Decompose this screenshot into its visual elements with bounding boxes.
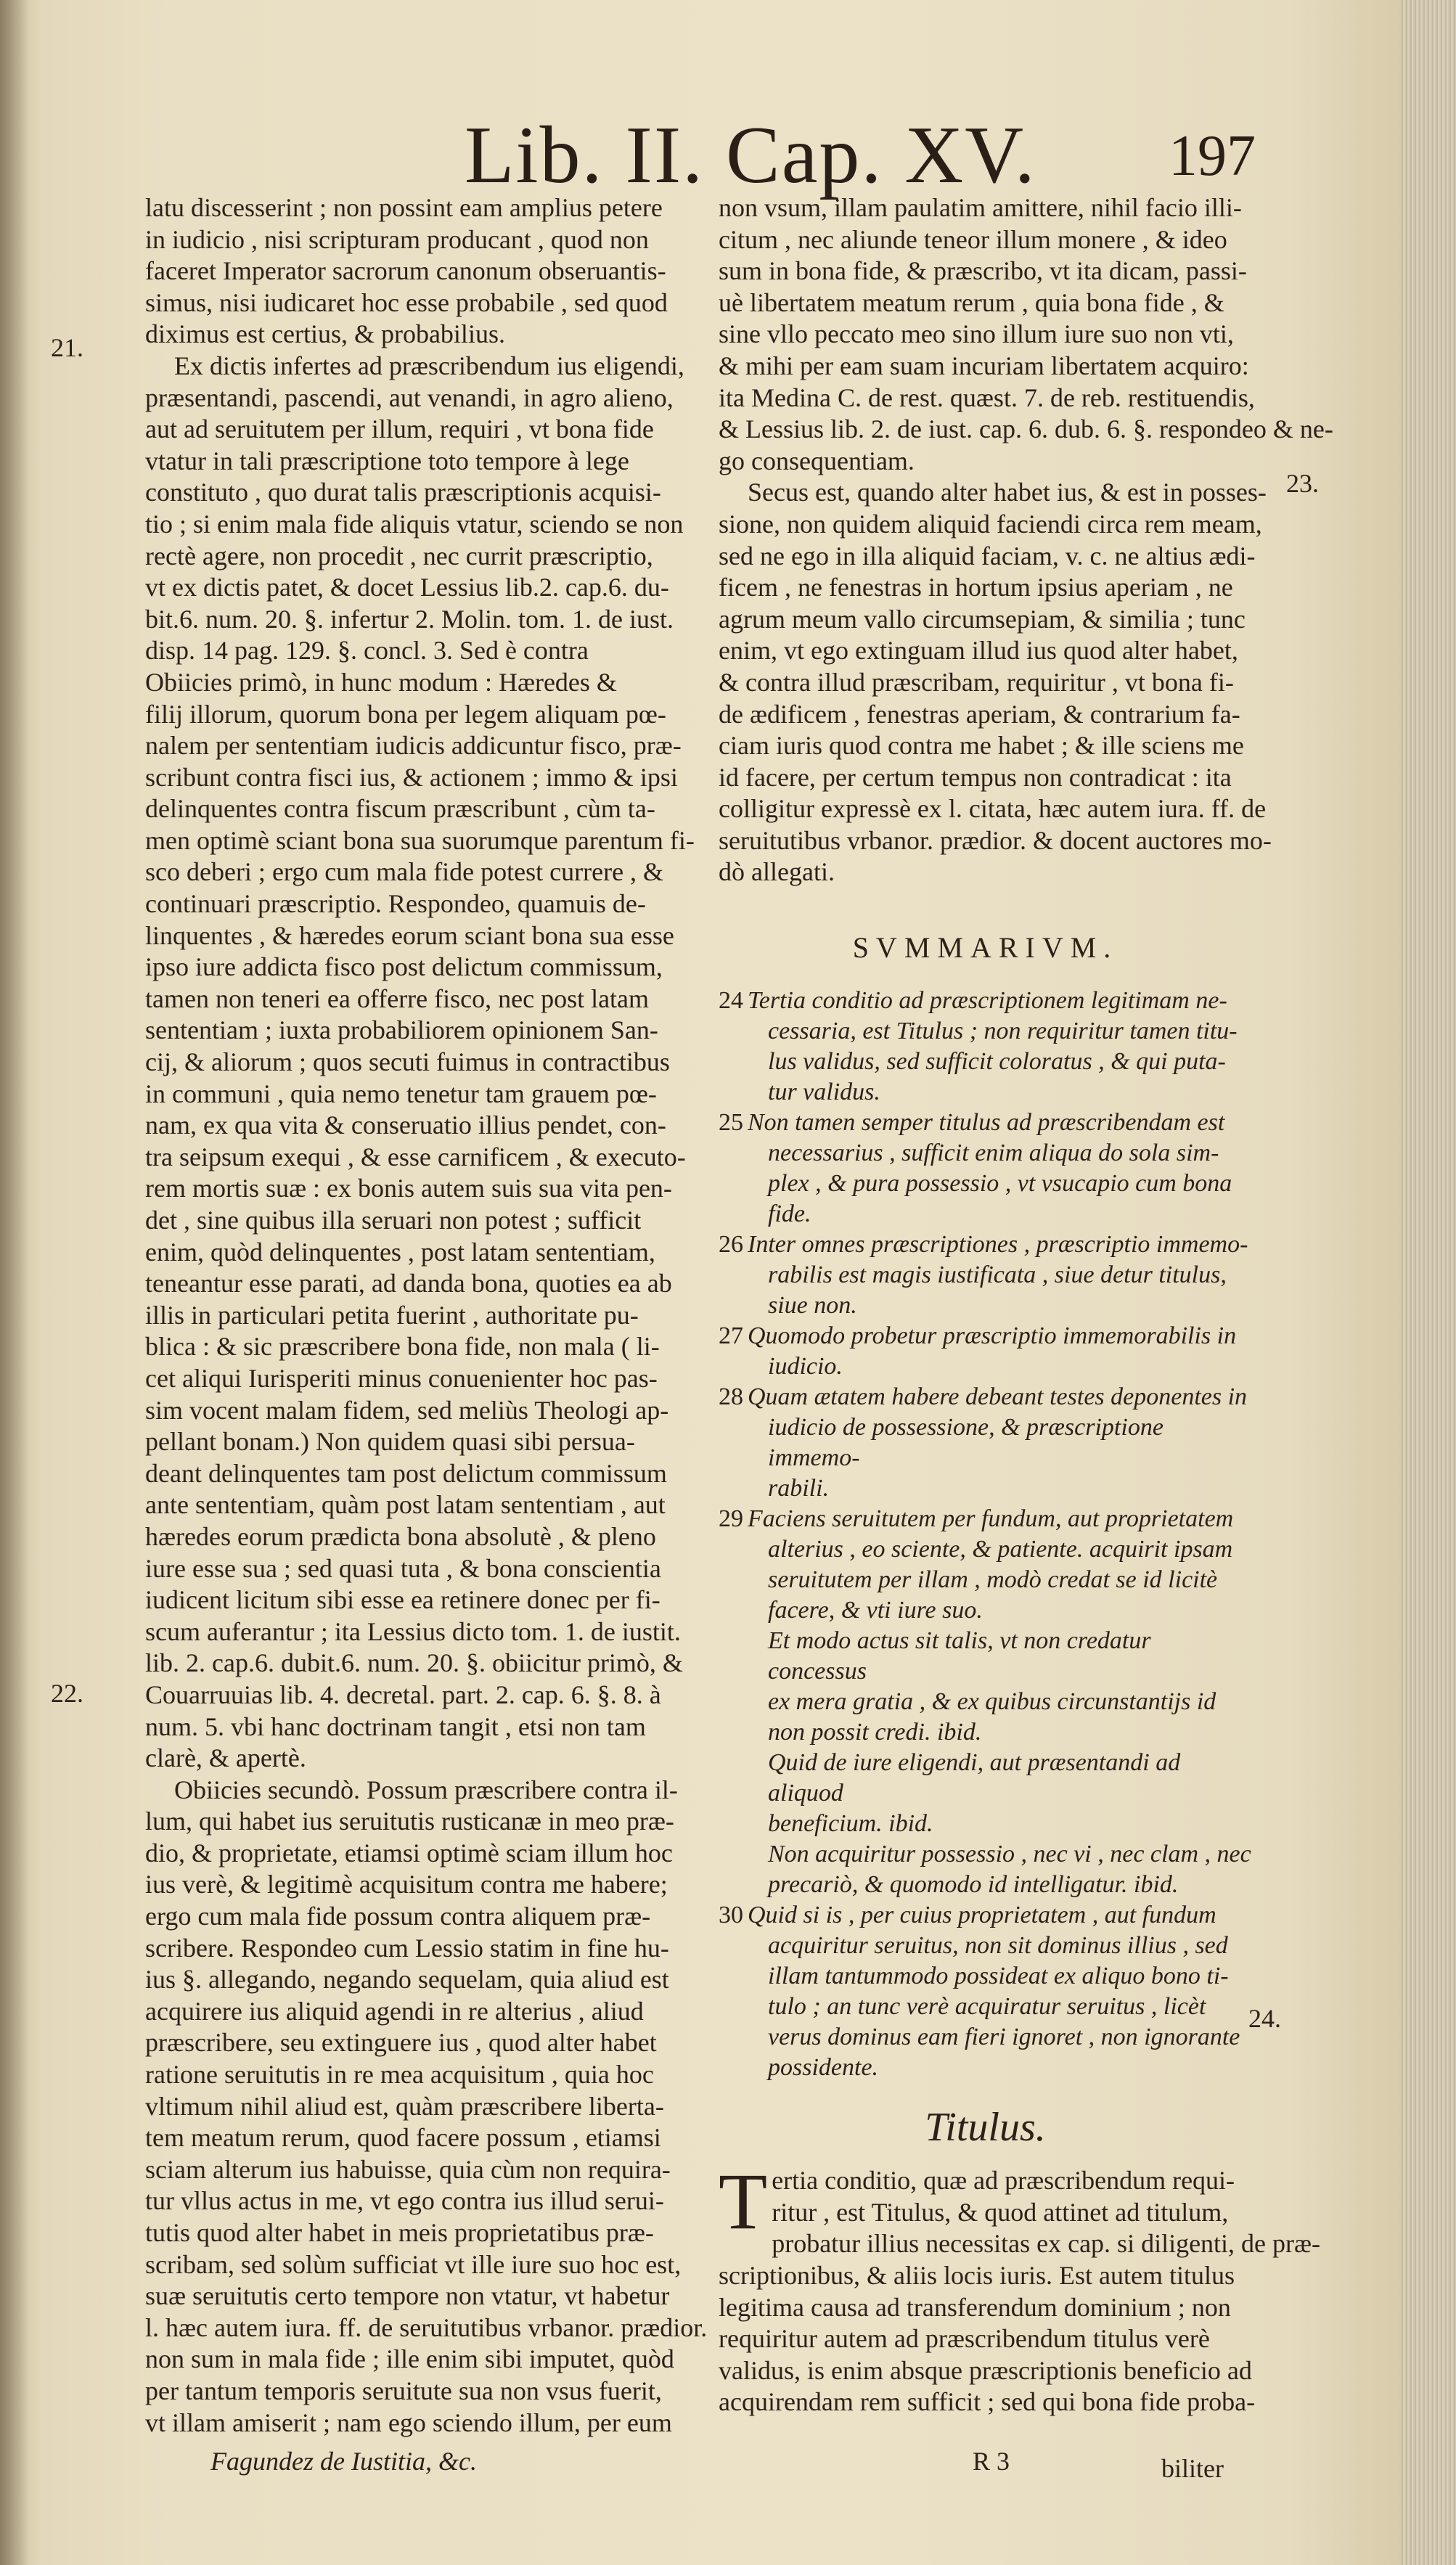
summary-text-cont: iudicio de possessione, & præscriptione immemo-	[768, 1413, 1163, 1471]
summary-text-cont: ex mera gratia , & ex quibus circunstantijs id	[768, 1688, 1216, 1715]
gutter-shadow	[0, 0, 29, 2565]
text-line: acquirendam rem sufficit ; sed qui bona fide proba-	[719, 2387, 1256, 2417]
text-line: cet aliqui Iurisperiti minus conuenienter hoc pas-	[145, 1363, 658, 1393]
text-line: lum, qui habet ius seruitutis rusticanæ in meo præ-	[145, 1807, 674, 1836]
summary-text-cont: facere, & vti iure suo.	[768, 1596, 983, 1624]
summary-item	[719, 1108, 1252, 1230]
summary-number: 26	[719, 1230, 743, 1258]
text-line: diximus est certius, & probabilius.	[145, 319, 505, 349]
text-line: latu discesserint ; non possint eam amplius petere	[145, 193, 663, 222]
summary-number: 30	[719, 1901, 743, 1928]
page-edges	[1401, 0, 1456, 2565]
text-line: linquentes , & hæredes eorum sciant bona sua esse	[145, 920, 674, 950]
text-line: ipso iure addicta fisco post delictum commissum,	[145, 952, 663, 982]
text-line: clarè, & apertè.	[145, 1743, 306, 1773]
text-line: lib. 2. cap.6. dubit.6. num. 20. §. obiicitur primò, &	[145, 1648, 683, 1678]
summary-text-cont: plex , & pura possessio , vt vsucapio cum bona	[768, 1169, 1232, 1197]
summary-item	[719, 1230, 1252, 1321]
paragraph-21	[145, 351, 695, 1775]
summary-text-cont: Quid de iure eligendi, aut præsentandi ad aliquod	[768, 1748, 1181, 1807]
summary-text: Inter omnes præscriptiones , præscriptio immemo-	[748, 1230, 1248, 1258]
text-line: scribunt contra fisci ius, & actionem ; immo & ipsi	[145, 762, 678, 792]
margin-number-22: 22.	[51, 1679, 83, 1708]
summary-text: Non tamen semper titulus ad præscribendam est	[748, 1108, 1225, 1136]
text-line: bit.6. num. 20. §. infertur 2. Molin. tom. 1. de iust.	[145, 604, 674, 634]
text-line: sum in bona fide, & præscribo, vt ita dicam, passi-	[719, 256, 1247, 286]
text-line: suæ seruitutis certo tempore non vtatur, vt habetur	[145, 2281, 670, 2311]
text-line: & Lessius lib. 2. de iust. cap. 6. dub. 6. §. respondeo & ne-	[719, 414, 1333, 444]
paragraph-continued-right	[719, 192, 1333, 477]
text-line: iudicent licitum sibi esse ea retinere donec per fi-	[145, 1585, 660, 1615]
signature-mark: R 3	[973, 2447, 1010, 2476]
summary-text-cont: seruitutem per illam , modò credat se id licitè	[768, 1566, 1218, 1593]
summary-text-cont: cessaria, est Titulus ; non requiritur tamen titu-	[768, 1017, 1238, 1044]
header-chapter: Cap. XV.	[726, 110, 1036, 200]
text-line: requiritur autem ad præscribendum titulus verè	[719, 2324, 1210, 2354]
text-line: vtatur in tali præscriptione toto tempore à lege	[145, 446, 629, 475]
text-line: rectè agere, non procedit , nec currit præscriptio,	[145, 541, 653, 570]
text-line: iure esse sua ; sed quasi tuta , & bona conscientia	[145, 1553, 661, 1583]
text-line: ratione seruitutis in re mea acquisitum , quia hoc	[145, 2060, 654, 2090]
text-line: tur vllus actus in me, vt ego contra ius illud serui-	[145, 2186, 664, 2216]
header-book: Lib. II.	[465, 110, 705, 200]
text-line: Secus est, quando alter habet ius, & est in posses-	[748, 478, 1267, 507]
text-line: ius §. allegando, negando sequelam, quia aliud est	[145, 1965, 669, 1995]
text-line: Couarruuias lib. 4. decretal. part. 2. cap. 6. §. 8. à	[145, 1680, 661, 1709]
text-line: nalem per sententiam iudicis addicuntur fisco, præ-	[145, 731, 682, 761]
text-line: tem meatum rerum, quod facere possum , etiamsi	[145, 2123, 661, 2153]
text-line: & contra illud præscribam, requiritur , vt bona fi-	[719, 667, 1234, 697]
summary-text-cont: iudicio.	[768, 1352, 843, 1380]
catchword: biliter	[1161, 2454, 1224, 2483]
summary-text-cont: necessarius , sufficit enim aliqua do sola sim-	[768, 1139, 1219, 1166]
text-line: illis in particulari petita fuerint , authoritate pu-	[145, 1300, 639, 1330]
text-line: men optimè sciant bona sua suorumque parentum fi-	[145, 825, 695, 855]
text-line: cij, & aliorum ; quos secuti fuimus in contractibus	[145, 1047, 670, 1077]
drop-cap: T	[719, 2157, 768, 2246]
text-line: in iudicio , nisi scripturam producant , quod non	[145, 224, 649, 254]
text-line: ritur , est Titulus, & quod attinet ad titulum,	[772, 2197, 1229, 2227]
text-line: sco deberi ; ergo cum mala fide potest currere , &	[145, 857, 664, 887]
summary-text: Faciens seruitutem per fundum, aut proprietatem	[748, 1505, 1234, 1532]
text-line: faceret Imperator sacrorum canonum obseruantis-	[145, 256, 666, 286]
page-number: 197	[1169, 124, 1256, 188]
text-line: vt illam amiserit ; nam ego sciendo illum, per eum	[145, 2408, 672, 2437]
summary-text-cont: illam tantummodo possideat ex aliquo bono ti-	[768, 1962, 1229, 1989]
text-line: sim vocent malam fidem, sed meliùs Theologi ap-	[145, 1395, 669, 1425]
text-line: citum , nec aliunde teneor illum monere , & ideo	[719, 224, 1227, 254]
text-line: det , sine quibus illa seruari non potest ; sufficit	[145, 1206, 642, 1235]
text-line: ertia conditio, quæ ad præscribendum requi-	[772, 2166, 1235, 2196]
text-line: disp. 14 pag. 129. §. concl. 3. Sed è contra	[145, 636, 589, 666]
text-line: ergo cum mala fide possum contra aliquem præ-	[145, 1902, 651, 1931]
text-line: ius verè, & legitimè acquisitum contra me habere;	[145, 1870, 668, 1899]
text-line: ciam iuris quod contra me habet ; & ille sciens me	[719, 731, 1244, 761]
margin-number-23: 23.	[1286, 469, 1319, 498]
summary-text-cont: siue non.	[768, 1291, 857, 1319]
text-line: aut ad seruitutem per illum, requiri , vt bona fide	[145, 414, 654, 444]
text-line: continuari præscriptio. Respondeo, quamuis de-	[145, 889, 646, 919]
summary-text: Quam ætatem habere debeant testes deponentes in	[748, 1383, 1248, 1410]
text-line: sine vllo peccato meo sino illum iure suo non vti,	[719, 319, 1234, 349]
summary-text-cont: non possit credi. ibid.	[768, 1718, 982, 1746]
summary-text-cont: lus validus, sed sufficit coloratus , & qui puta-	[768, 1047, 1226, 1075]
summary-list	[719, 986, 1252, 2083]
titulus-heading: Titulus.	[925, 2104, 1046, 2150]
text-line: validus, is enim absque præscriptionis beneficio ad	[719, 2355, 1252, 2385]
text-line: Obiicies primò, in hunc modum : Hæredes &	[145, 667, 617, 697]
text-line: tra seipsum exequi , & esse carnificem , & executo-	[145, 1142, 686, 1171]
summary-text-cont: possidente.	[768, 2053, 879, 2081]
text-line: enim, vt ego extinguam illud ius quod alter habet,	[719, 636, 1238, 666]
summary-text-cont: rabilis est magis iustificata , siue detur titulus,	[768, 1261, 1227, 1288]
summary-text-cont: verus dominus eam fieri ignoret , non ignorante	[768, 2023, 1240, 2050]
text-line: sione, non quidem aliquid faciendi circa rem meam,	[719, 509, 1262, 539]
summary-number: 24	[719, 986, 743, 1014]
text-line: hæredes eorum prædicta bona absolutè , & pleno	[145, 1521, 656, 1551]
summary-item	[719, 1382, 1252, 1504]
text-line: rem mortis suæ : ex bonis autem suis sua vita pen-	[145, 1174, 672, 1203]
summary-number: 29	[719, 1505, 743, 1532]
summary-text-cont: tur validus.	[768, 1078, 880, 1105]
text-line: dio, & proprietate, etiamsi optimè sciam illum hoc	[145, 1838, 673, 1868]
margin-number-24: 24.	[1248, 2004, 1281, 2033]
summary-item	[719, 986, 1252, 1108]
text-line: uè libertatem meatum rerum , quia bona fide , &	[719, 287, 1224, 317]
text-line: vltimum nihil aliud est, quàm præscribere liberta-	[145, 2091, 664, 2121]
summary-text-cont: Non acquiritur possessio , nec vi , nec clam , nec	[768, 1840, 1251, 1868]
text-line: delinquentes contra fiscum præscribunt , cùm ta-	[145, 794, 655, 824]
footer-signature: Fagundez de Iustitia, &c.	[210, 2447, 477, 2476]
text-line: præscribere, seu extinguere ius , quod alter habet	[145, 2028, 657, 2058]
text-line: id facere, per certum tempus non contradicat : ita	[719, 762, 1232, 792]
summary-text-cont: fide.	[768, 1200, 811, 1227]
paragraph-24	[719, 2157, 1321, 2418]
text-line: blica : & sic præscribere bona fide, non mala ( li-	[145, 1332, 660, 1362]
text-line: sciam alterum ius habuisse, quia cùm non requira-	[145, 2154, 671, 2184]
text-line: num. 5. vbi hanc doctrinam tangit , etsi non tam	[145, 1711, 646, 1741]
text-line: agrum meum vallo circumsepiam, & similia ; tunc	[719, 604, 1246, 634]
summary-text-cont: tulo ; an tunc verè acquiratur seruitus , licèt	[768, 1992, 1206, 2020]
text-line: enim, quòd delinquentes , post latam sententiam,	[145, 1237, 655, 1267]
summary-text-cont: acquiritur seruitus, non sit dominus illius , sed	[768, 1931, 1228, 1959]
text-line: tamen non teneri ea offerre fisco, nec post latam	[145, 983, 650, 1013]
running-header	[0, 109, 1401, 200]
text-line: simus, nisi iudicaret hoc esse probabile , sed quod	[145, 287, 668, 317]
margin-number-21: 21.	[51, 333, 83, 362]
summary-number: 25	[719, 1108, 743, 1136]
text-line: non sum in mala fide ; ille enim sibi imputet, quòd	[145, 2344, 674, 2374]
text-line: ita Medina C. de rest. quæst. 7. de reb. restituendis,	[719, 382, 1255, 412]
summary-number: 27	[719, 1322, 743, 1349]
text-line: in communi , quia nemo tenetur tam grauem pœ-	[145, 1079, 657, 1108]
text-line: scriptionibus, & aliis locis iuris. Est autem titulus	[719, 2261, 1235, 2291]
text-line: tutis quod alter habet in meis proprietatibus præ-	[145, 2218, 654, 2247]
text-line: go consequentiam.	[719, 446, 915, 475]
text-line: per tantum temporis seruitute sua non vsus fuerit,	[145, 2376, 662, 2405]
summarium-title: SVMMARIVM.	[852, 931, 1118, 965]
summary-number: 28	[719, 1383, 743, 1410]
summary-text: Quomodo probetur præscriptio immemorabilis in	[748, 1322, 1237, 1349]
summary-text-cont: beneficium. ibid.	[768, 1809, 933, 1837]
left-column	[145, 192, 708, 2439]
text-line: probatur illius necessitas ex cap. si diligenti, de præ-	[772, 2229, 1321, 2259]
summary-item	[719, 1900, 1252, 2083]
summary-text-cont: precariò, & quomodo id intelligatur. ibid.	[768, 1870, 1179, 1898]
text-line: nam, ex qua vita & conseruatio illius pendet, con-	[145, 1110, 666, 1140]
summary-item	[719, 1504, 1252, 1900]
summary-item	[719, 1321, 1252, 1382]
text-line: scum auferantur ; ita Lessius dicto tom. 1. de iustit.	[145, 1616, 681, 1646]
summary-text-cont: alterius , eo sciente, & patiente. acquirit ipsam	[768, 1535, 1233, 1563]
text-line: scribere. Respondeo cum Lessio statim in fine hu-	[145, 1933, 669, 1963]
text-line: pellant bonam.) Non quidem quasi sibi persua-	[145, 1427, 635, 1457]
text-line: scribam, sed solùm sufficiat vt ille iure suo hoc est,	[145, 2249, 682, 2279]
text-line: colligitur expressè ex l. citata, hæc autem iura. ff. de	[719, 794, 1267, 824]
text-line: Obiicies secundò. Possum præscribere contra il-	[174, 1775, 678, 1804]
paragraph-23	[719, 477, 1272, 888]
summary-text: Tertia conditio ad præscriptionem legitimam ne-	[748, 986, 1227, 1014]
text-line: ante sententiam, quàm post latam sententiam , aut	[145, 1490, 666, 1520]
text-line: sententiam ; iuxta probabiliorem opinionem San-	[145, 1015, 658, 1045]
summary-text: Quid si is , per cuius proprietatem , aut fundum	[748, 1901, 1216, 1928]
text-line: & mihi per eam suam incuriam libertatem acquiro:	[719, 351, 1249, 380]
text-line: tio ; si enim mala fide aliquis vtatur, sciendo se non	[145, 509, 684, 539]
text-line: deant delinquentes tam post delictum commissum	[145, 1458, 667, 1488]
text-line: de ædificem , fenestras aperiam, & contrarium fa-	[719, 699, 1240, 729]
text-line: legitima causa ad transferendum dominium ; non	[719, 2292, 1231, 2322]
paragraph-22	[145, 1775, 708, 2439]
text-line: dò allegati.	[719, 857, 835, 887]
summary-text-cont: rabili.	[768, 1474, 830, 1502]
paragraph-continued	[145, 192, 682, 351]
text-line: teneantur esse parati, ad danda bona, quoties ea ab	[145, 1269, 672, 1298]
text-line: ficem , ne fenestras in hortum ipsius aperiam , ne	[719, 573, 1233, 602]
text-line: non vsum, illam paulatim amittere, nihil facio illi-	[719, 193, 1242, 222]
text-line: Ex dictis infertes ad præscribendum ius eligendi,	[174, 351, 684, 380]
summary-text-cont: Et modo actus sit talis, vt non credatur concessus	[768, 1627, 1151, 1685]
text-line: l. hæc autem iura. ff. de seruitutibus vrbanor. prædior.	[145, 2312, 708, 2342]
text-line: acquirere ius aliquid agendi in re alterius , aliud	[145, 1996, 644, 2026]
text-line: sed ne ego in illa aliquid faciam, v. c. ne altius ædi-	[719, 541, 1256, 570]
text-line: præsentandi, pascendi, aut venandi, in agro alieno,	[145, 382, 674, 412]
text-line: vt ex dictis patet, & docet Lessius lib.2. cap.6. du-	[145, 573, 669, 602]
text-line: seruitutibus vrbanor. prædior. & docent auctores mo-	[719, 825, 1272, 855]
text-line: filij illorum, quorum bona per legem aliquam pœ-	[145, 699, 666, 729]
text-line: constituto , quo durat talis præscriptionis acquisi-	[145, 478, 661, 507]
